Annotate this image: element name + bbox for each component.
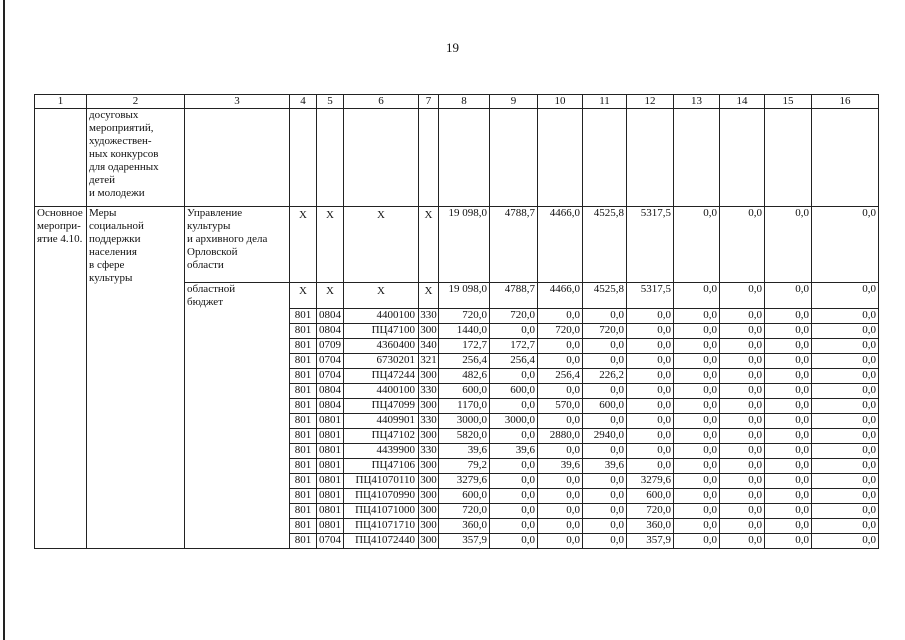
table-cell: 0,0: [720, 519, 765, 534]
table-cell: 0801: [317, 429, 344, 444]
table-cell: 5820,0: [439, 429, 490, 444]
header-cell-1: 1: [35, 95, 87, 109]
table-cell: 4439900: [344, 444, 419, 459]
header-cell-4: 4: [290, 95, 317, 109]
header-cell-8: 8: [439, 95, 490, 109]
table-cell: 0,0: [538, 504, 583, 519]
table-cell: 0,0: [720, 444, 765, 459]
budget_row-cell: 0,0: [674, 283, 720, 309]
table-cell: 0,0: [490, 504, 538, 519]
table-cell: 0,0: [490, 489, 538, 504]
table-cell: 357,9: [627, 534, 674, 549]
table-cell: 0,0: [765, 354, 812, 369]
table-cell: 0,0: [583, 309, 627, 324]
table-cell: 0,0: [583, 519, 627, 534]
table-cell: ПЦ47102: [344, 429, 419, 444]
table-cell: 300: [419, 429, 439, 444]
table-cell: 0,0: [812, 384, 879, 399]
table-cell: 0,0: [490, 429, 538, 444]
table-cell: 0,0: [720, 369, 765, 384]
table-cell: 0,0: [627, 384, 674, 399]
header-cell-9: 9: [490, 95, 538, 109]
table-cell: 0,0: [812, 399, 879, 414]
table-cell: 0,0: [812, 444, 879, 459]
budget_row-cell: 0,0: [812, 283, 879, 309]
table-cell: 4400100: [344, 384, 419, 399]
table-cell: 0801: [317, 519, 344, 534]
table-cell: 0,0: [812, 429, 879, 444]
header-cell-10: 10: [538, 95, 583, 109]
table-cell: 0,0: [720, 489, 765, 504]
table-cell: 330: [419, 444, 439, 459]
executor_row-cell: 0,0: [812, 207, 879, 283]
table-cell: 0,0: [765, 504, 812, 519]
table-cell: 801: [290, 459, 317, 474]
table-cell: 0,0: [812, 489, 879, 504]
table-cell: 0,0: [490, 534, 538, 549]
table-cell: 0,0: [627, 339, 674, 354]
table-cell: 360,0: [439, 519, 490, 534]
table-cell: 0,0: [812, 474, 879, 489]
table-cell: 0,0: [812, 354, 879, 369]
table-cell: 300: [419, 324, 439, 339]
table-cell: 0,0: [583, 489, 627, 504]
table-cell: 801: [290, 414, 317, 429]
table-cell: 0,0: [765, 519, 812, 534]
table-cell: 0,0: [812, 309, 879, 324]
header-cell-12: 12: [627, 95, 674, 109]
table-cell: 0,0: [674, 489, 720, 504]
activity-executor: Управление культуры и архивного дела Орловской области: [185, 207, 290, 283]
executor_row-cell: 4525,8: [583, 207, 627, 283]
table-cell: 321: [419, 354, 439, 369]
table-cell: 720,0: [583, 324, 627, 339]
table-cell: 39,6: [538, 459, 583, 474]
table-cell: 0804: [317, 399, 344, 414]
table-cell: 3000,0: [490, 414, 538, 429]
table-cell: 0,0: [490, 324, 538, 339]
table-cell: 330: [419, 384, 439, 399]
table-cell: 39,6: [490, 444, 538, 459]
table-cell: 340: [419, 339, 439, 354]
header-cell-11: 11: [583, 95, 627, 109]
table-cell: 0,0: [627, 369, 674, 384]
table-cell: 0,0: [674, 309, 720, 324]
table-cell: 0,0: [538, 444, 583, 459]
continuation-col1: [35, 109, 87, 207]
budget_row-cell: Х: [317, 283, 344, 309]
table-cell: 720,0: [538, 324, 583, 339]
table-cell: 2940,0: [583, 429, 627, 444]
table-cell: 0,0: [765, 429, 812, 444]
table-cell: 0,0: [674, 444, 720, 459]
table-cell: 801: [290, 369, 317, 384]
table-cell: 0,0: [674, 519, 720, 534]
activity-name: Меры социальной поддержки населения в сфере культуры: [87, 207, 185, 549]
table-cell: 0,0: [765, 534, 812, 549]
table-cell: 0,0: [627, 414, 674, 429]
table-cell: 256,4: [538, 369, 583, 384]
budget_row-cell: 4525,8: [583, 283, 627, 309]
table-cell: 0,0: [812, 339, 879, 354]
activity-code: Основное меропри- ятие 4.10.: [35, 207, 87, 549]
table-cell: 801: [290, 474, 317, 489]
executor_row-cell: 19 098,0: [439, 207, 490, 283]
table-cell: 79,2: [439, 459, 490, 474]
budget-table: [34, 94, 879, 549]
table-cell: 300: [419, 474, 439, 489]
table-cell: 600,0: [439, 384, 490, 399]
table-cell: 0,0: [720, 324, 765, 339]
table-cell: ПЦ41070110: [344, 474, 419, 489]
table-cell: 256,4: [490, 354, 538, 369]
activity-executor-row: [35, 207, 879, 283]
table-cell: 0,0: [720, 474, 765, 489]
table-cell: 0,0: [583, 444, 627, 459]
table-cell: 0,0: [583, 354, 627, 369]
table-cell: 0,0: [674, 354, 720, 369]
table-cell: 0,0: [765, 459, 812, 474]
table-cell: 0,0: [627, 354, 674, 369]
table-cell: 0,0: [583, 504, 627, 519]
table-cell: 0,0: [583, 339, 627, 354]
page-number: 19: [446, 40, 459, 55]
table-cell: 720,0: [627, 504, 674, 519]
budget_row-cell: 4466,0: [538, 283, 583, 309]
executor_row-cell: 4788,7: [490, 207, 538, 283]
table-cell: 300: [419, 399, 439, 414]
table-cell: 4360400: [344, 339, 419, 354]
table-cell: ПЦ47099: [344, 399, 419, 414]
executor_row-cell: 0,0: [720, 207, 765, 283]
table-cell: 360,0: [627, 519, 674, 534]
table-cell: 720,0: [439, 504, 490, 519]
table-cell: 0,0: [583, 474, 627, 489]
table-cell: 0801: [317, 489, 344, 504]
executor_row-cell: Х: [344, 207, 419, 283]
table-cell: 0,0: [765, 309, 812, 324]
executor_row-cell: 0,0: [674, 207, 720, 283]
page-edge-rule: [3, 0, 5, 640]
table-cell: 0,0: [538, 384, 583, 399]
continuation-description: досуговых мероприятий, художествен- ных конкурсов для одаренных детей и молодежи: [87, 109, 185, 207]
table-cell: 801: [290, 519, 317, 534]
table-cell: 600,0: [439, 489, 490, 504]
table-cell: 0801: [317, 474, 344, 489]
table-cell: 0,0: [720, 414, 765, 429]
table-cell: 3279,6: [439, 474, 490, 489]
executor_row-cell: Х: [317, 207, 344, 283]
table-cell: 0,0: [720, 504, 765, 519]
table-cell: 0,0: [765, 444, 812, 459]
table-cell: 0,0: [627, 324, 674, 339]
table-cell: 801: [290, 534, 317, 549]
table-cell: 0,0: [538, 414, 583, 429]
table-cell: 0,0: [812, 459, 879, 474]
table-cell: 801: [290, 444, 317, 459]
table-cell: 0804: [317, 324, 344, 339]
table-cell: 0,0: [765, 399, 812, 414]
table-cell: 0,0: [765, 339, 812, 354]
header-cell-6: 6: [344, 95, 419, 109]
table-cell: 0,0: [583, 384, 627, 399]
table-cell: 720,0: [490, 309, 538, 324]
table-cell: 801: [290, 384, 317, 399]
table-cell: 0801: [317, 459, 344, 474]
table-cell: 0,0: [538, 474, 583, 489]
header-cell-13: 13: [674, 95, 720, 109]
header-cell-3: 3: [185, 95, 290, 109]
table-cell: 6730201: [344, 354, 419, 369]
table-cell: 3000,0: [439, 414, 490, 429]
budget_row-cell: Х: [419, 283, 439, 309]
table-cell: 256,4: [439, 354, 490, 369]
table-cell: 0,0: [720, 399, 765, 414]
table-cell: 0,0: [720, 429, 765, 444]
header-row: [35, 95, 879, 109]
table-cell: 801: [290, 429, 317, 444]
table-cell: 801: [290, 504, 317, 519]
table-cell: 0,0: [583, 414, 627, 429]
table-cell: 801: [290, 339, 317, 354]
table-cell: ПЦ47244: [344, 369, 419, 384]
table-cell: 600,0: [583, 399, 627, 414]
header-cell-7: 7: [419, 95, 439, 109]
table-cell: 0,0: [765, 489, 812, 504]
header-cell-16: 16: [812, 95, 879, 109]
table-cell: 226,2: [583, 369, 627, 384]
table-cell: 3279,6: [627, 474, 674, 489]
table-cell: 0,0: [812, 369, 879, 384]
table-cell: 0704: [317, 369, 344, 384]
table-cell: 172,7: [490, 339, 538, 354]
table-cell: 0,0: [812, 519, 879, 534]
table-cell: 0,0: [812, 504, 879, 519]
table-cell: ПЦ41071710: [344, 519, 419, 534]
table-cell: 600,0: [490, 384, 538, 399]
table-cell: 0,0: [765, 369, 812, 384]
table-cell: 0804: [317, 309, 344, 324]
table-cell: 600,0: [627, 489, 674, 504]
table-cell: 0,0: [812, 414, 879, 429]
table-cell: 0,0: [674, 339, 720, 354]
table-cell: 172,7: [439, 339, 490, 354]
table-cell: 0,0: [538, 519, 583, 534]
table-cell: 0,0: [674, 399, 720, 414]
table-cell: 0,0: [720, 534, 765, 549]
table-cell: 0709: [317, 339, 344, 354]
table-cell: 0,0: [627, 429, 674, 444]
table-cell: 801: [290, 309, 317, 324]
table-cell: 0,0: [765, 474, 812, 489]
table-cell: 0,0: [674, 414, 720, 429]
budget_row-cell: 5317,5: [627, 283, 674, 309]
table-cell: 1170,0: [439, 399, 490, 414]
header-cell-2: 2: [87, 95, 185, 109]
table-cell: 39,6: [439, 444, 490, 459]
table-cell: 0,0: [765, 324, 812, 339]
table-cell: 0,0: [490, 459, 538, 474]
table-cell: 0,0: [538, 489, 583, 504]
table-cell: 0,0: [490, 399, 538, 414]
executor_row-cell: 5317,5: [627, 207, 674, 283]
table-cell: ПЦ41071000: [344, 504, 419, 519]
budget_row-cell: Х: [290, 283, 317, 309]
table-cell: 0,0: [538, 354, 583, 369]
table-cell: 0801: [317, 414, 344, 429]
table-cell: 0,0: [627, 399, 674, 414]
table-cell: 482,6: [439, 369, 490, 384]
table-cell: 0,0: [490, 474, 538, 489]
table-cell: 0,0: [812, 534, 879, 549]
budget_row-cell: 0,0: [720, 283, 765, 309]
table-cell: 0,0: [765, 384, 812, 399]
table-cell: 0,0: [720, 459, 765, 474]
table-cell: 39,6: [583, 459, 627, 474]
table-cell: 0801: [317, 444, 344, 459]
table-cell: 357,9: [439, 534, 490, 549]
table-cell: 300: [419, 504, 439, 519]
table-cell: 801: [290, 324, 317, 339]
budget_row-cell: Х: [344, 283, 419, 309]
table-cell: 0704: [317, 534, 344, 549]
header-cell-14: 14: [720, 95, 765, 109]
table-cell: 0,0: [674, 504, 720, 519]
table-cell: 0,0: [674, 429, 720, 444]
executor_row-cell: Х: [419, 207, 439, 283]
table-cell: 570,0: [538, 399, 583, 414]
table-cell: 330: [419, 309, 439, 324]
table-cell: 300: [419, 489, 439, 504]
continuation-col3: [185, 109, 290, 207]
executor_row-cell: Х: [290, 207, 317, 283]
table-cell: 0,0: [538, 534, 583, 549]
table-cell: 0,0: [674, 324, 720, 339]
table-cell: 300: [419, 519, 439, 534]
table-cell: 0,0: [538, 309, 583, 324]
table-cell: 0,0: [720, 309, 765, 324]
table-cell: 0804: [317, 384, 344, 399]
budget_row-cell: 0,0: [765, 283, 812, 309]
table-cell: 0,0: [490, 369, 538, 384]
table-cell: 4409901: [344, 414, 419, 429]
table-cell: 801: [290, 399, 317, 414]
table-cell: 801: [290, 489, 317, 504]
table-cell: 1440,0: [439, 324, 490, 339]
table-cell: 0704: [317, 354, 344, 369]
table-cell: 0801: [317, 504, 344, 519]
budget_row-cell: 4788,7: [490, 283, 538, 309]
header-cell-5: 5: [317, 95, 344, 109]
table-cell: ПЦ47100: [344, 324, 419, 339]
table-cell: 0,0: [674, 459, 720, 474]
continuation-row: [35, 109, 879, 207]
table-cell: 330: [419, 414, 439, 429]
table-cell: 300: [419, 369, 439, 384]
table-cell: 2880,0: [538, 429, 583, 444]
table-cell: 0,0: [538, 339, 583, 354]
table-cell: 0,0: [720, 339, 765, 354]
budget-label: областной бюджет: [185, 283, 290, 549]
table-cell: 300: [419, 459, 439, 474]
header-cell-15: 15: [765, 95, 812, 109]
table-cell: 0,0: [674, 369, 720, 384]
table-cell: 0,0: [674, 534, 720, 549]
table-cell: ПЦ47106: [344, 459, 419, 474]
table-cell: 0,0: [765, 414, 812, 429]
table-cell: 0,0: [627, 309, 674, 324]
table-cell: 0,0: [627, 444, 674, 459]
table-cell: 801: [290, 354, 317, 369]
table-cell: 0,0: [720, 354, 765, 369]
table-cell: 300: [419, 534, 439, 549]
table-cell: 0,0: [674, 384, 720, 399]
budget_row-cell: 19 098,0: [439, 283, 490, 309]
executor_row-cell: 4466,0: [538, 207, 583, 283]
table-cell: 720,0: [439, 309, 490, 324]
table-cell: 0,0: [490, 519, 538, 534]
table-cell: 0,0: [720, 384, 765, 399]
table-cell: ПЦ41072440: [344, 534, 419, 549]
executor_row-cell: 0,0: [765, 207, 812, 283]
table-cell: 0,0: [674, 474, 720, 489]
table-cell: 0,0: [812, 324, 879, 339]
table-cell: 0,0: [583, 534, 627, 549]
table-cell: 0,0: [627, 459, 674, 474]
table-cell: 4400100: [344, 309, 419, 324]
table-cell: ПЦ41070990: [344, 489, 419, 504]
